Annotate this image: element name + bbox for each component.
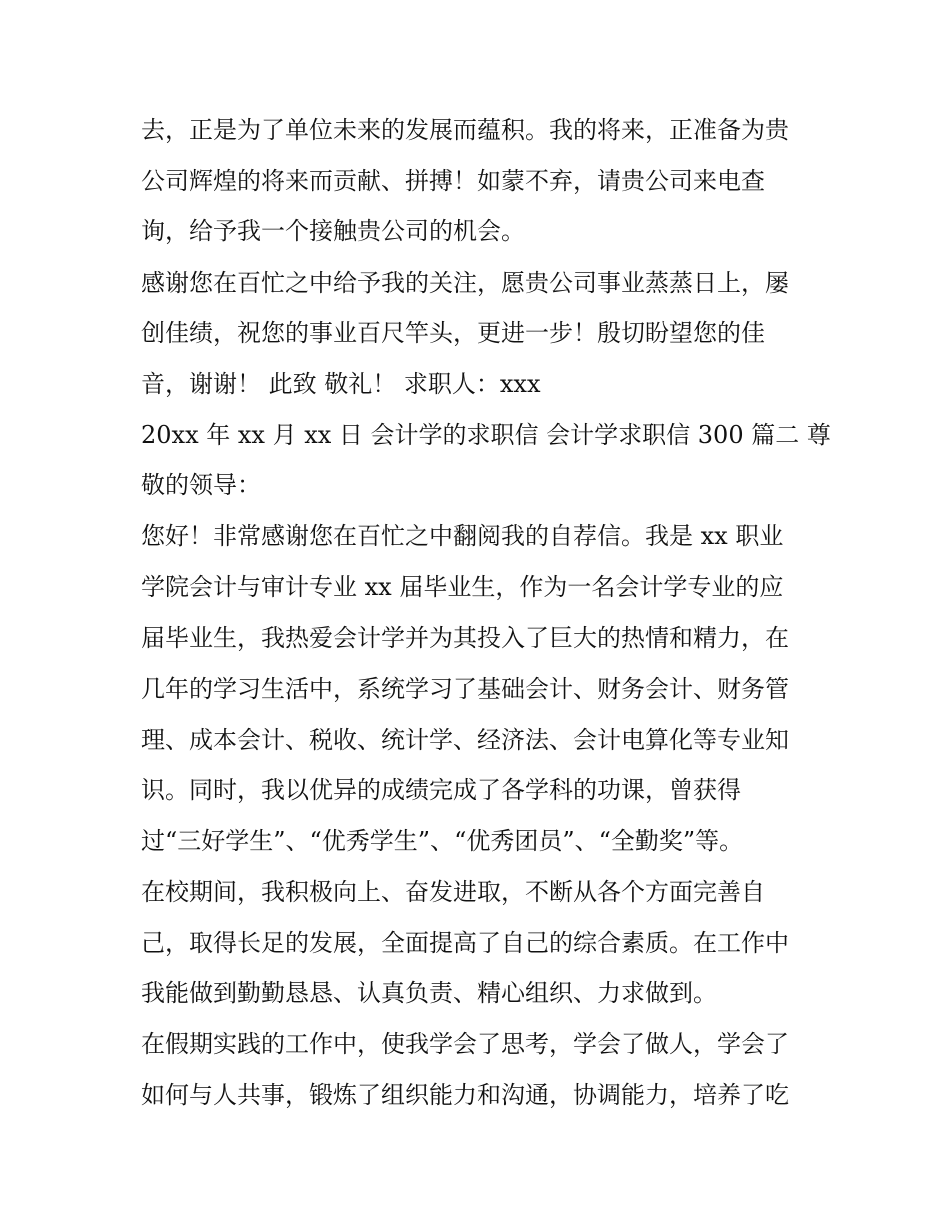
text-line-7: 20xx 年 xx 月 xx 日 会计学的求职信 会计学求职信 300 篇二 尊 [141,421,831,449]
text-line-2: 公司辉煌的将来而贡献、拼搏！如蒙不弃，请贵公司来电查 [141,167,765,195]
text-line-9: 您好！非常感谢您在百忙之中翻阅我的自荐信。我是 xx 职业 [141,522,784,550]
text-line-18: 我能做到勤勤恳恳、认真负责、精心组织、力求做到。 [141,979,717,1007]
text-line-1: 去，正是为了单位未来的发展而蕴积。我的将来，正准备为贵 [141,116,789,144]
text-line-12: 几年的学习生活中，系统学习了基础会计、财务会计、财务管 [141,675,789,703]
text-line-19: 在假期实践的工作中，使我学会了思考，学会了做人，学会了 [141,1030,789,1058]
text-line-3: 询，给予我一个接触贵公司的机会。 [141,217,525,245]
text-line-6: 音，谢谢！ 此致 敬礼！ 求职人：xxx [141,370,541,398]
text-line-13: 理、成本会计、税收、统计学、经济法、会计电算化等专业知 [141,726,789,754]
text-line-15: 过“三好学生”、“优秀学生”、“优秀团员”、“全勤奖”等。 [141,827,744,855]
text-line-17: 己，取得长足的发展，全面提高了自己的综合素质。在工作中 [141,929,789,957]
text-line-16: 在校期间，我积极向上、奋发进取，不断从各个方面完善自 [141,878,765,906]
text-line-5: 创佳绩，祝您的事业百尺竿头，更进一步！殷切盼望您的佳 [141,319,765,347]
text-line-8: 敬的领导： [141,471,261,499]
text-line-4: 感谢您在百忙之中给予我的关注，愿贵公司事业蒸蒸日上，屡 [141,269,789,297]
text-line-10: 学院会计与审计专业 xx 届毕业生，作为一名会计学专业的应 [141,573,784,601]
text-line-11: 届毕业生，我热爱会计学并为其投入了巨大的热情和精力，在 [141,624,789,652]
text-line-14: 识。同时，我以优异的成绩完成了各学科的功课，曾获得 [141,776,741,804]
text-line-20: 如何与人共事，锻炼了组织能力和沟通，协调能力，培养了吃 [141,1081,789,1109]
